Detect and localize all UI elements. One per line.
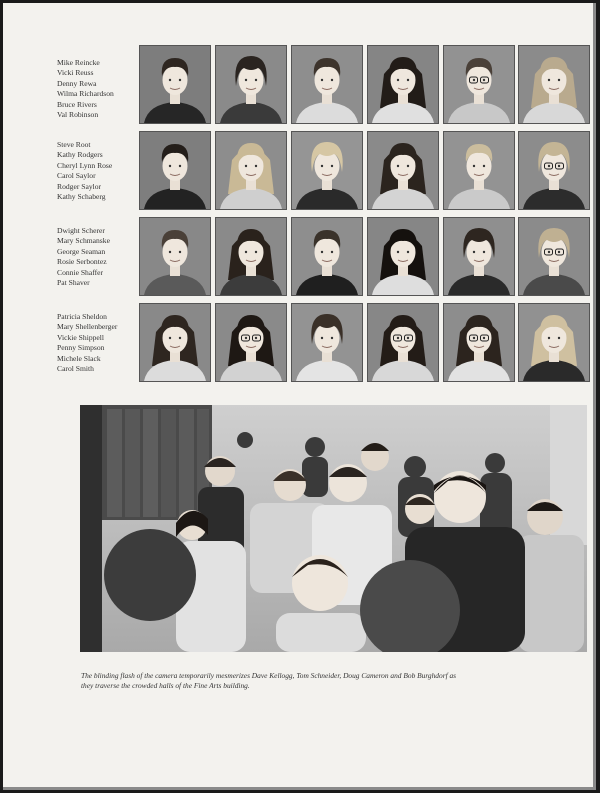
student-portrait [443, 217, 515, 296]
student-name: Wilma Richardson [57, 89, 114, 99]
student-name: Dwight Scherer [57, 226, 105, 235]
student-portrait [367, 45, 439, 124]
student-name: Rosie Serbontez [57, 257, 107, 267]
student-name: Vickie Shippell [57, 332, 104, 342]
student-name: Cheryl Lynn Rose [57, 160, 113, 170]
student-portrait [291, 217, 363, 296]
student-portrait [139, 131, 211, 210]
student-portrait [215, 45, 287, 124]
student-portrait [367, 131, 439, 210]
student-portrait [291, 303, 363, 382]
student-portrait [291, 45, 363, 124]
student-name: George Seaman [57, 246, 106, 256]
student-name: Kathy Schaberg [57, 192, 106, 202]
student-portrait [215, 217, 287, 296]
name-list-row-1 [57, 58, 137, 120]
yearbook-page [3, 3, 596, 790]
student-portrait [518, 217, 590, 296]
student-name: Mary Schmanske [57, 236, 110, 246]
student-name: Mike Reincke [57, 58, 100, 67]
student-portrait [215, 131, 287, 210]
student-name: Connie Shaffer [57, 267, 104, 277]
student-portrait [367, 303, 439, 382]
student-portrait [443, 303, 515, 382]
student-name: Val Robinson [57, 110, 99, 120]
student-portrait [139, 217, 211, 296]
student-name: Vicki Reuss [57, 68, 94, 78]
student-portrait [139, 303, 211, 382]
student-portrait [215, 303, 287, 382]
student-name: Mary Shellenberger [57, 322, 118, 332]
name-list-row-3 [57, 226, 137, 288]
student-name: Penny Simpson [57, 343, 105, 353]
student-portrait [139, 45, 211, 124]
student-portrait [518, 45, 590, 124]
student-name: Denny Rewa [57, 78, 97, 88]
photo-caption: The blinding flash of the camera temporarily mesmerizes Dave Kellogg, Tom Schneider, Doug Cameron and Bob Burghdorf as they traverse the crowded halls of the Fine Arts building. [81, 671, 457, 690]
student-portrait [518, 131, 590, 210]
student-name: Pat Shaver [57, 278, 90, 288]
name-list-row-4 [57, 312, 137, 374]
student-portrait [291, 131, 363, 210]
student-name: Carol Saylor [57, 171, 96, 181]
student-portrait [443, 131, 515, 210]
student-name: Patricia Sheldon [57, 312, 107, 321]
student-name: Kathy Rodgers [57, 150, 103, 160]
student-name: Steve Root [57, 140, 91, 149]
student-name: Rodger Saylor [57, 181, 102, 191]
name-list-row-2 [57, 140, 137, 202]
hallway-group-photo [80, 405, 587, 652]
student-name: Michele Slack [57, 353, 101, 363]
student-name: Bruce Rivers [57, 99, 97, 109]
student-name: Carol Smith [57, 364, 94, 374]
student-portrait [518, 303, 590, 382]
student-portrait [367, 217, 439, 296]
lockers [102, 405, 212, 520]
student-portrait [443, 45, 515, 124]
